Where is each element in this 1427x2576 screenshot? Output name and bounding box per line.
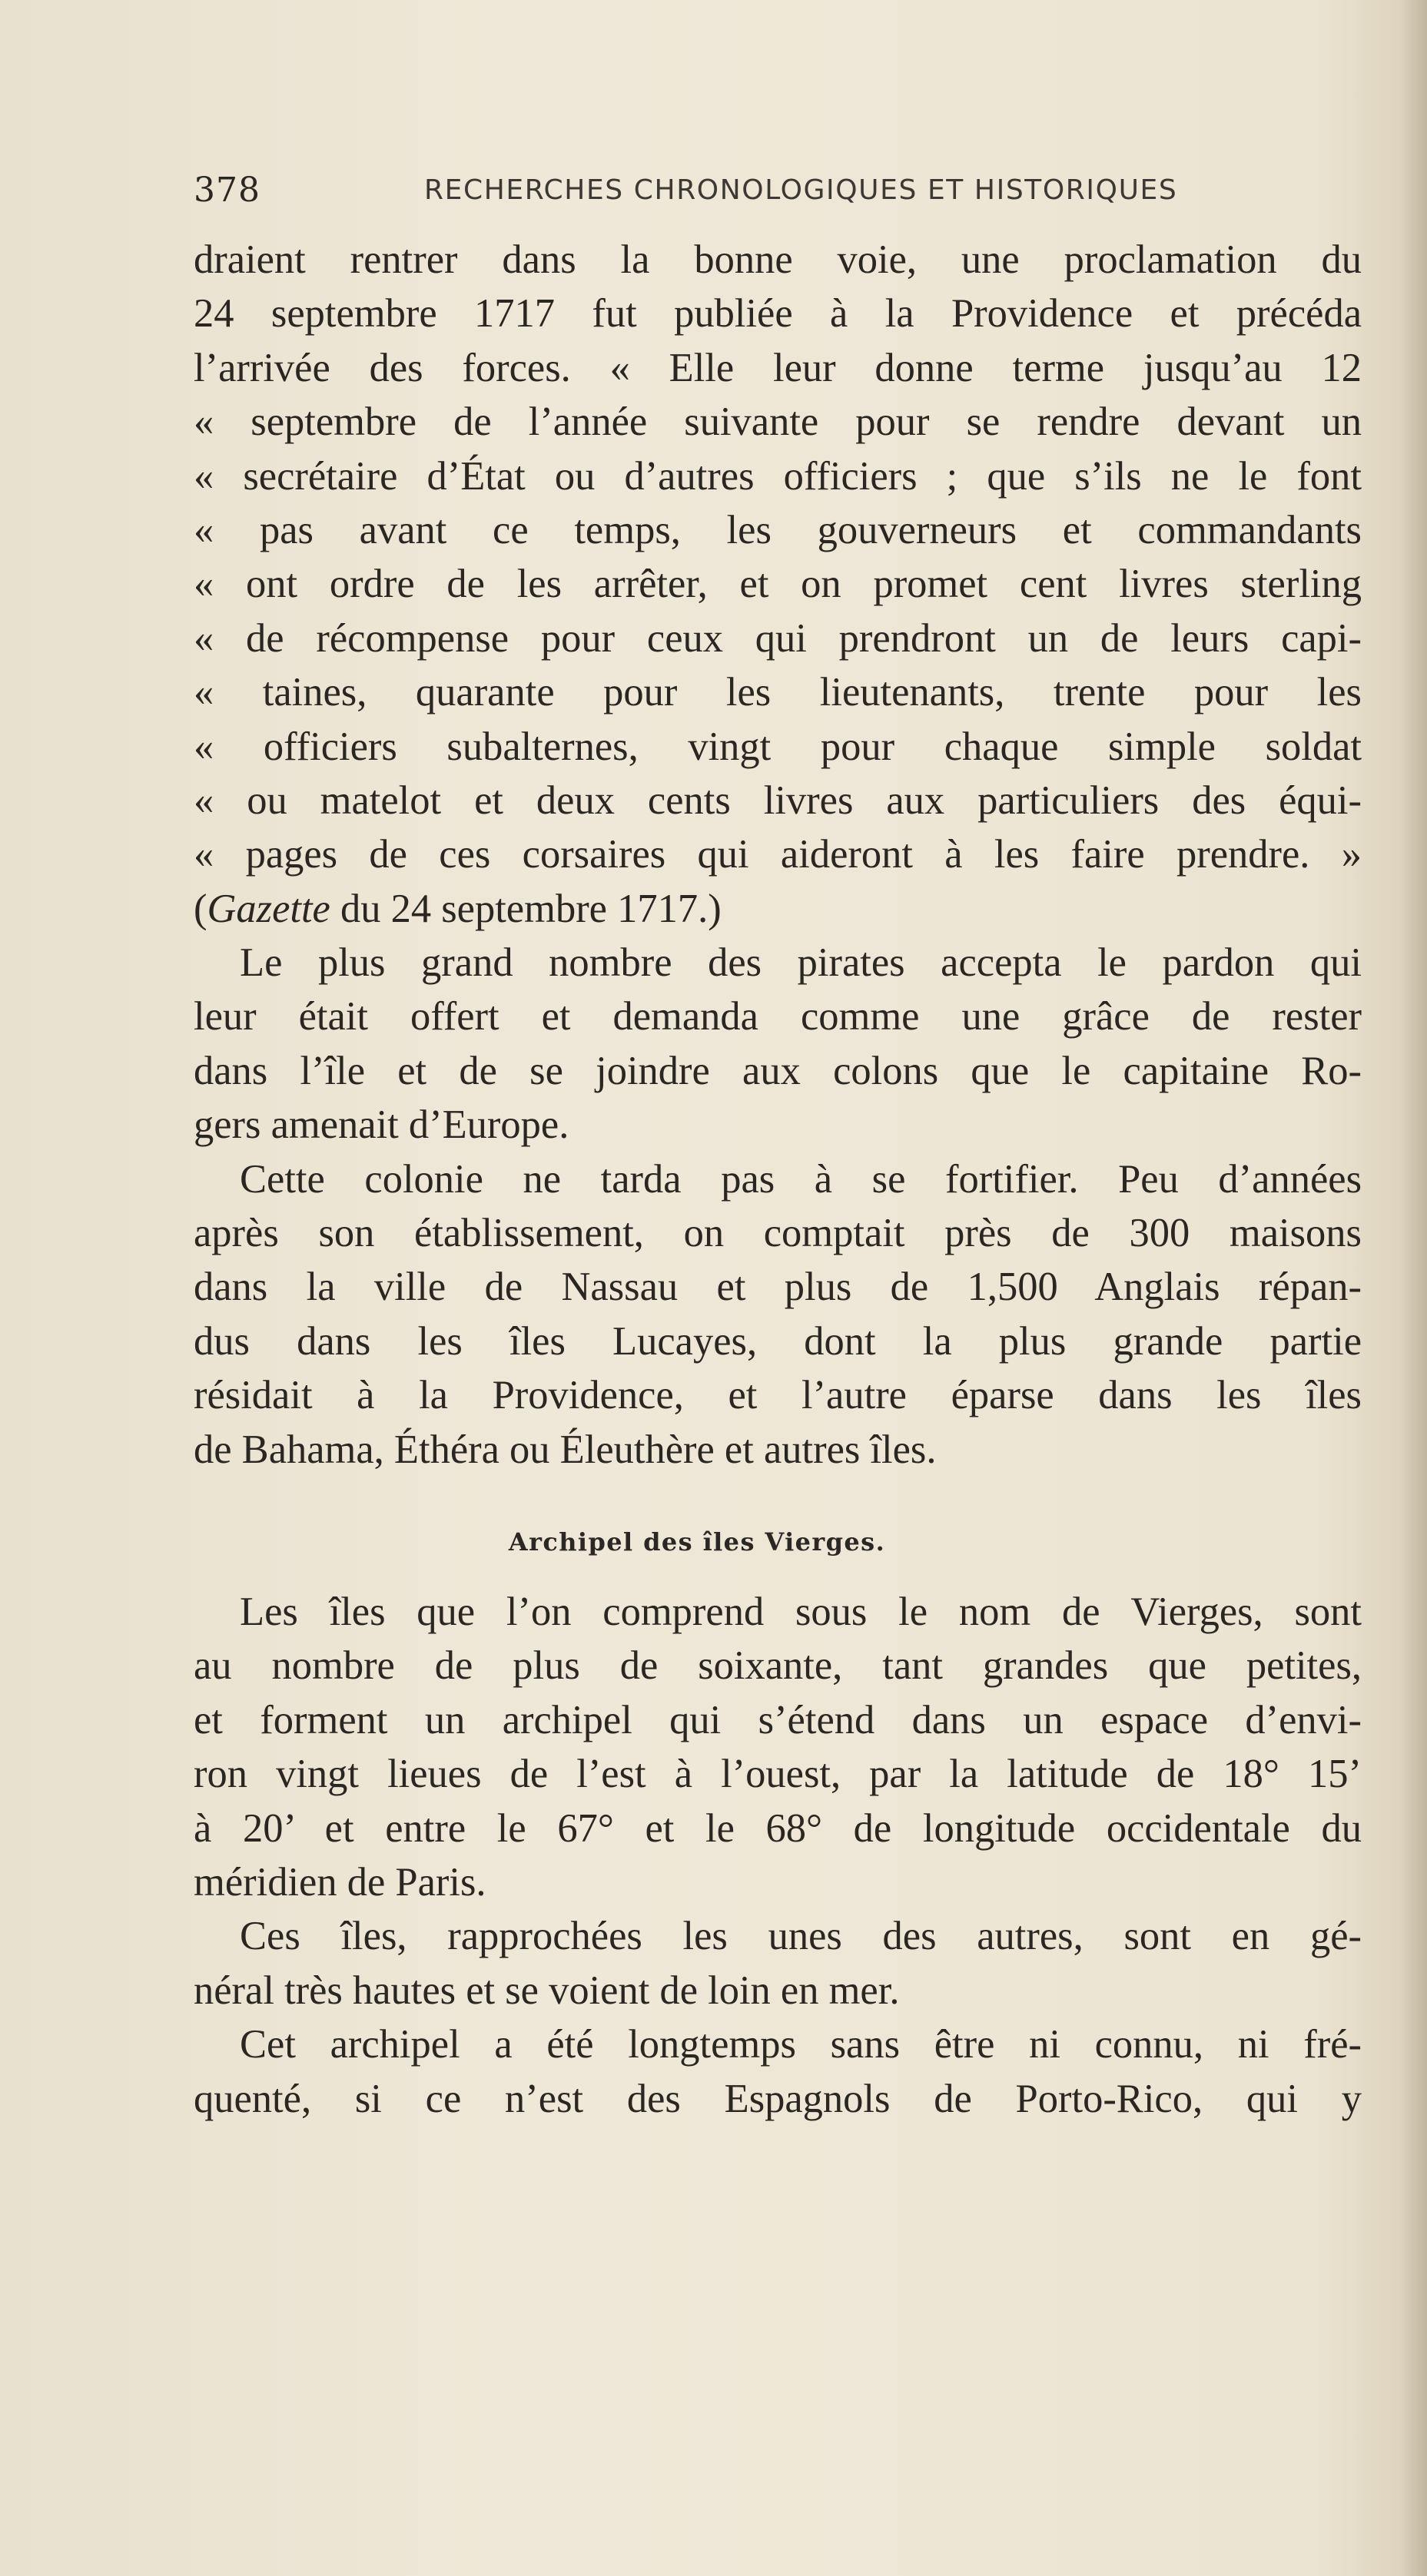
text-line: à 20’ et entre le 67° et le 68° de longitude occidentale du bbox=[194, 1805, 1362, 1851]
citation-line bbox=[194, 882, 1362, 936]
text-line: l’arrivée des forces. « Elle leur donne terme jusqu’au 12 bbox=[194, 345, 1362, 390]
section-heading: Archipel des îles Vierges. bbox=[508, 1527, 886, 1557]
text-line: dans la ville de Nassau et plus de 1,500 Anglais répan- bbox=[194, 1265, 1362, 1310]
text-line: « ou matelot et deux cents livres aux particuliers des équi- bbox=[194, 777, 1362, 823]
citation-date: du 24 septembre 1717.) bbox=[330, 886, 722, 931]
text-line: résidait à la Providence, et l’autre éparse dans les îles bbox=[194, 1373, 1362, 1418]
paragraph-end-line: méridien de Paris. bbox=[194, 1859, 486, 1905]
text-line: dus dans les îles Lucayes, dont la plus grande partie bbox=[194, 1318, 1362, 1364]
text-line: au nombre de plus de soixante, tant grandes que petites, bbox=[194, 1643, 1362, 1689]
running-title: RECHERCHES CHRONOLOGIQUES ET HISTORIQUES bbox=[424, 174, 1178, 206]
text-line: « ont ordre de les arrêter, et on promet cent livres sterling bbox=[194, 562, 1362, 607]
page-header bbox=[194, 167, 1200, 214]
paragraph-start-line: Le plus grand nombre des pirates accepta le pardon qui bbox=[240, 940, 1362, 986]
text-line: après son établissement, on comptait près de 300 maisons bbox=[194, 1211, 1362, 1256]
page-number: 378 bbox=[194, 171, 261, 210]
text-line: leur était offert et demanda comme une grâce de rester bbox=[194, 994, 1362, 1039]
text-line: dans l’île et de se joindre aux colons que le capitaine Ro- bbox=[194, 1048, 1362, 1093]
paragraph-start-line: Ces îles, rapprochées les unes des autres, sont en gé- bbox=[240, 1914, 1362, 1959]
text-line: « officiers subalternes, vingt pour chaque simple soldat bbox=[194, 724, 1362, 769]
page-edge-shadow bbox=[1399, 0, 1427, 2576]
text-line: « pas avant ce temps, les gouverneurs et commandants bbox=[194, 507, 1362, 552]
text-block-proclamation bbox=[194, 233, 1362, 1477]
text-line: ron vingt lieues de l’est à l’ouest, par la latitude de 18° 15’ bbox=[194, 1752, 1362, 1797]
text-line: « de récompense pour ceux qui prendront un de leurs capi- bbox=[194, 615, 1362, 661]
paragraph-start-line: Les îles que l’on comprend sous le nom de Vierges, sont bbox=[240, 1590, 1362, 1634]
citation-source: Gazette bbox=[207, 886, 330, 931]
text-line: draient rentrer dans la bonne voie, une proclamation du bbox=[194, 237, 1362, 282]
paragraph-start-line: Cette colonie ne tarda pas à se fortifier. Peu d’années bbox=[240, 1156, 1362, 1202]
text-line: et forment un archipel qui s’étend dans un espace d’envi- bbox=[194, 1697, 1362, 1742]
text-line: quenté, si ce n’est des Espagnols de Porto-Rico, qui y bbox=[194, 2076, 1362, 2121]
text-line: « septembre de l’année suivante pour se rendre devant un bbox=[194, 399, 1362, 445]
paragraph-start-line: Cet archipel a été longtemps sans être ni connu, ni fré- bbox=[240, 2022, 1362, 2067]
paragraph-end-line: néral très hautes et se voient de loin en mer. bbox=[194, 1968, 900, 2013]
citation-open: ( bbox=[194, 886, 207, 931]
text-line: « taines, quarante pour les lieutenants, trente pour les bbox=[194, 670, 1362, 715]
text-line: « pages de ces corsaires qui aideront à les faire prendre. » bbox=[194, 832, 1362, 877]
paragraph-end-line: gers amenait d’Europe. bbox=[194, 1102, 569, 1148]
paragraph-end-line: de Bahama, Éthéra ou Éleuthère et autres îles. bbox=[194, 1427, 937, 1472]
text-block-virgin-islands bbox=[194, 1585, 1362, 2126]
text-line: « secrétaire d’État ou d’autres officiers ; que s’ils ne le font bbox=[194, 453, 1362, 499]
text-line: 24 septembre 1717 fut publiée à la Providence et précéda bbox=[194, 291, 1362, 337]
